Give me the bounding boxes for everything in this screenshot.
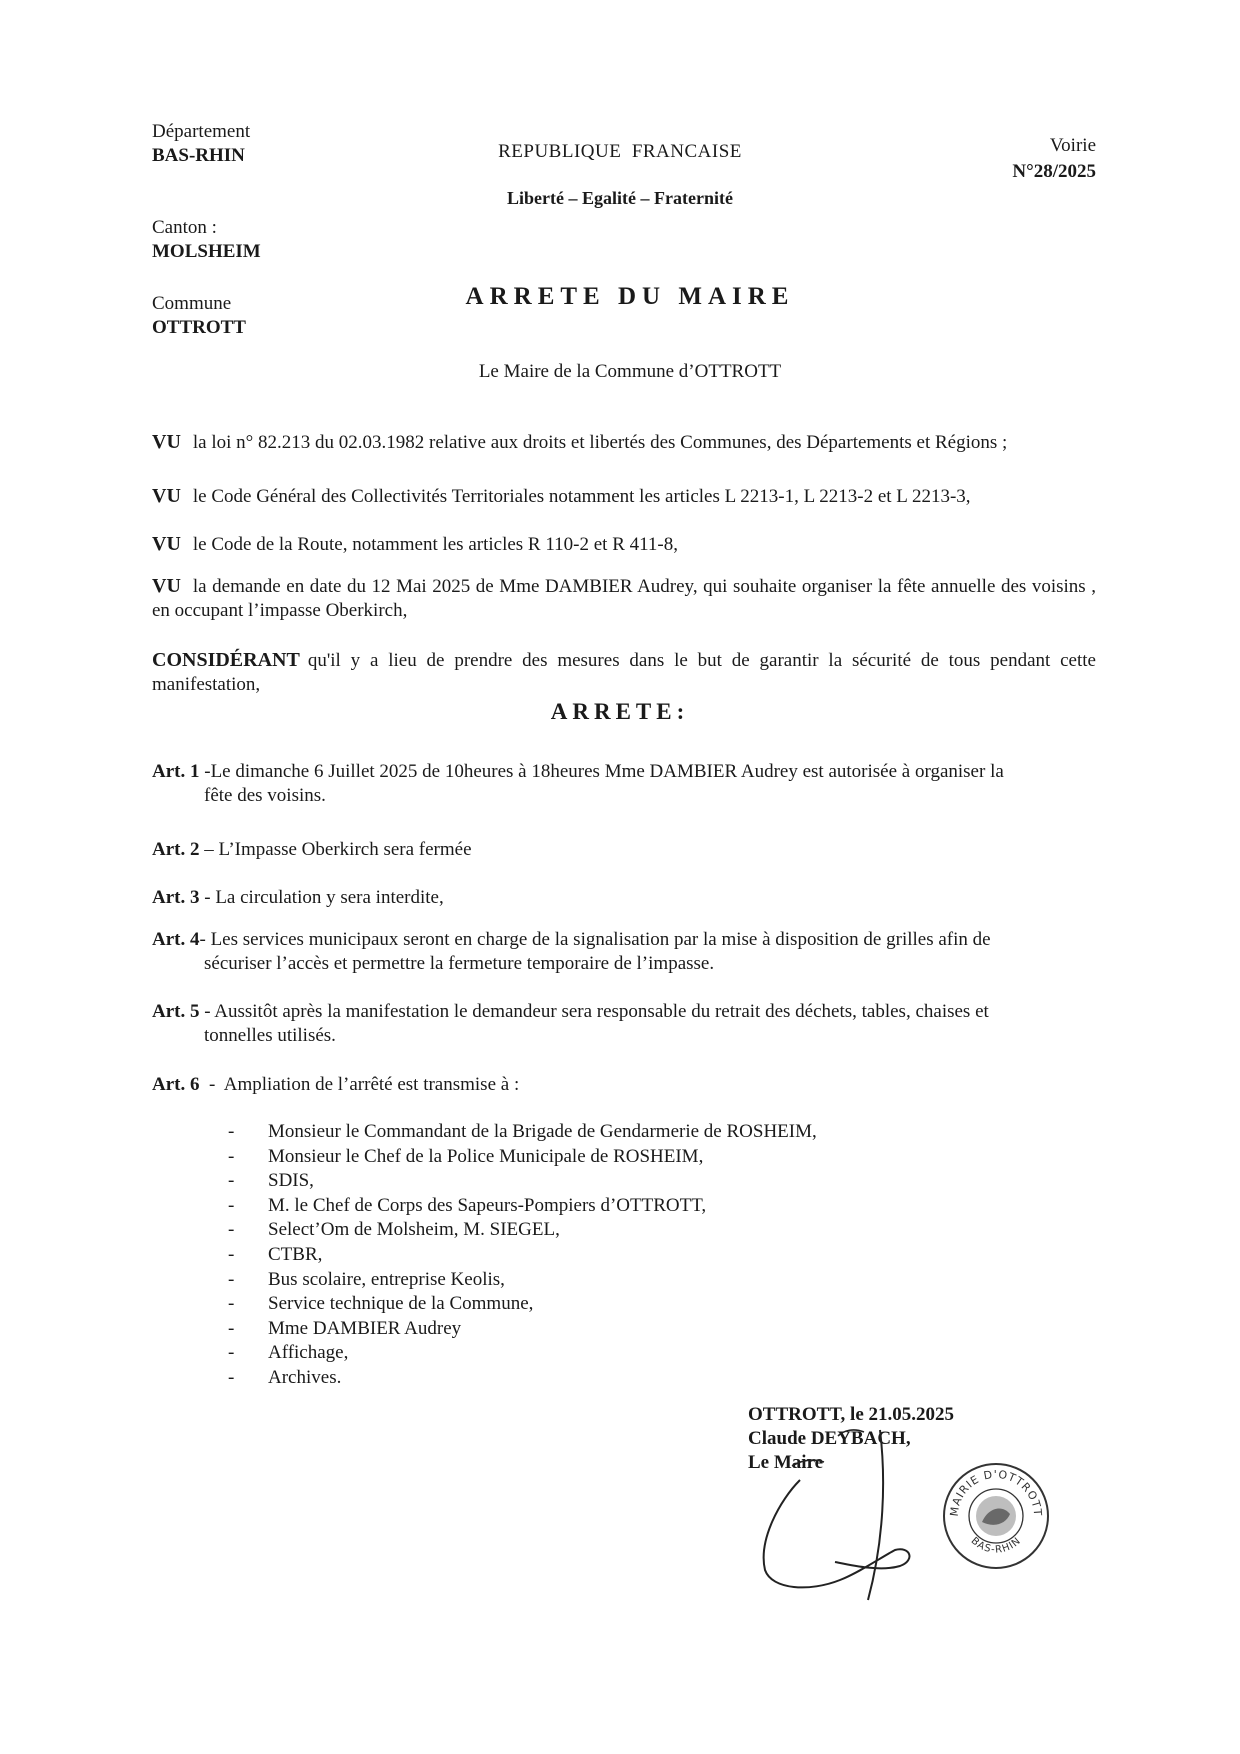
mairie-seal — [940, 1460, 1052, 1572]
canton-label: Canton : — [152, 217, 217, 238]
article-number: Art. 2 — [152, 839, 200, 860]
article-4 — [152, 928, 1096, 976]
visa-2 — [152, 484, 1096, 509]
article-text-line2: sécuriser l’accès et permettre la fermeture temporaire de l’impasse. — [204, 953, 715, 974]
article-3 — [152, 886, 1096, 910]
article-number: Art. 5 — [152, 1001, 200, 1022]
considerant — [152, 648, 1096, 697]
article-separator: - — [199, 929, 211, 950]
article-text-line1: Le dimanche 6 Juillet 2025 de 10heures à 18heures Mme DAMBIER Audrey est autorisée à organiser la — [210, 761, 1004, 782]
visa-text: le Code Général des Collectivités Territoriales notamment les articles L 2213-1, L 2213-2 et L 2213-3, — [192, 486, 971, 507]
document-title: ARRETE DU MAIRE — [465, 283, 795, 310]
svg-text:MAIRIE D'OTTROTT: MAIRIE D'OTTROTT — [947, 1467, 1045, 1518]
visa-keyword: VU — [152, 533, 181, 555]
article-1 — [152, 760, 1096, 808]
article-text-line2: tonnelles utilisés. — [204, 1025, 336, 1046]
visa-1 — [152, 430, 1096, 455]
article-text-line1: Ampliation de l’arrêté est transmise à : — [223, 1074, 520, 1095]
article-separator: - — [199, 1001, 215, 1022]
article-separator: - — [199, 761, 211, 782]
commune-label: Commune — [152, 293, 232, 314]
article-number: Art. 6 — [152, 1074, 200, 1095]
article-text-line2: fête des voisins. — [204, 785, 326, 806]
list-item: - Select’Om de Molsheim, M. SIEGEL, — [228, 1219, 560, 1241]
visa-4 — [152, 574, 1096, 623]
article-5 — [152, 1000, 1096, 1048]
article-text-line1: Aussitôt après la manifestation le demandeur sera responsable du retrait des déchets, tables, chaises et — [214, 1001, 989, 1022]
visa-keyword: VU — [152, 485, 181, 507]
list-item: - Monsieur le Commandant de la Brigade de Gendarmerie de ROSHEIM, — [228, 1121, 817, 1142]
list-item: - CTBR, — [228, 1243, 323, 1265]
article-number: Art. 3 — [152, 887, 200, 908]
article-text-line1: La circulation y sera interdite, — [215, 887, 444, 908]
article-text-line1: L’Impasse Oberkirch sera fermée — [218, 839, 472, 860]
list-item: - M. le Chef de Corps des Sapeurs-Pompiers d’OTTROTT, — [228, 1194, 707, 1216]
article-number: Art. 1 — [152, 761, 200, 782]
svg-text:BAS-RHIN: BAS-RHIN — [968, 1535, 1024, 1556]
devise: Liberté – Egalité – Fraternité — [507, 188, 733, 208]
departement-value: BAS-RHIN — [152, 145, 245, 166]
article-number: Art. 4 — [152, 929, 200, 950]
republique-heading: REPUBLIQUE FRANCAISE — [498, 141, 742, 162]
article-separator: - — [199, 887, 216, 908]
list-item: - Archives. — [228, 1366, 342, 1388]
considerant-text: qu'il y a lieu de prendre des mesures dans le but de garantir la sécurité de tous pendant cette manifestation, — [152, 650, 1096, 695]
voirie-number: N°28/2025 — [1012, 161, 1096, 182]
article-separator: - — [199, 1074, 224, 1095]
article-separator: – — [199, 839, 219, 860]
article-6 — [152, 1073, 1096, 1097]
visa-3 — [152, 532, 1096, 557]
departement-label: Département — [152, 121, 251, 142]
signature-place-date: OTTROTT, le 21.05.2025 — [748, 1404, 955, 1425]
list-item: - SDIS, — [228, 1170, 314, 1192]
list-item: - Monsieur le Chef de la Police Municipale de ROSHEIM, — [228, 1145, 704, 1167]
considerant-keyword: CONSIDÉRANT — [152, 649, 300, 671]
recipients-list — [228, 1120, 817, 1391]
arrete-heading: ARRETE: — [550, 699, 690, 724]
canton-value: MOLSHEIM — [152, 241, 261, 262]
voirie-label: Voirie — [1049, 135, 1096, 156]
visa-text: le Code de la Route, notamment les articles R 110-2 et R 411-8, — [192, 534, 678, 555]
handwritten-signature — [740, 1400, 930, 1610]
signatory-name: Claude DEYBACH, — [748, 1428, 911, 1449]
visa-keyword: VU — [152, 431, 181, 453]
article-2 — [152, 838, 1096, 862]
list-item: - Bus scolaire, entreprise Keolis, — [228, 1268, 505, 1290]
list-item: - Affichage, — [228, 1342, 349, 1364]
commune-value: OTTROTT — [152, 317, 246, 338]
list-item: - Mme DAMBIER Audrey — [228, 1317, 462, 1339]
article-text-line1: Les services municipaux seront en charge de la signalisation par la mise à disposition de grilles afin de — [210, 929, 991, 950]
signatory-title: Le Maire — [748, 1452, 824, 1473]
visa-keyword: VU — [152, 575, 181, 597]
visa-text: la demande en date du 12 Mai 2025 de Mme DAMBIER Audrey, qui souhaite organiser la fête annuelle des voisins , en occupant l’impasse Oberkirch, — [152, 576, 1096, 621]
visa-text: la loi n° 82.213 du 02.03.1982 relative aux droits et libertés des Communes, des Départements et Régions ; — [192, 432, 1008, 453]
list-item: - Service technique de la Commune, — [228, 1293, 534, 1315]
le-maire-line: Le Maire de la Commune d’OTTROTT — [478, 361, 782, 382]
